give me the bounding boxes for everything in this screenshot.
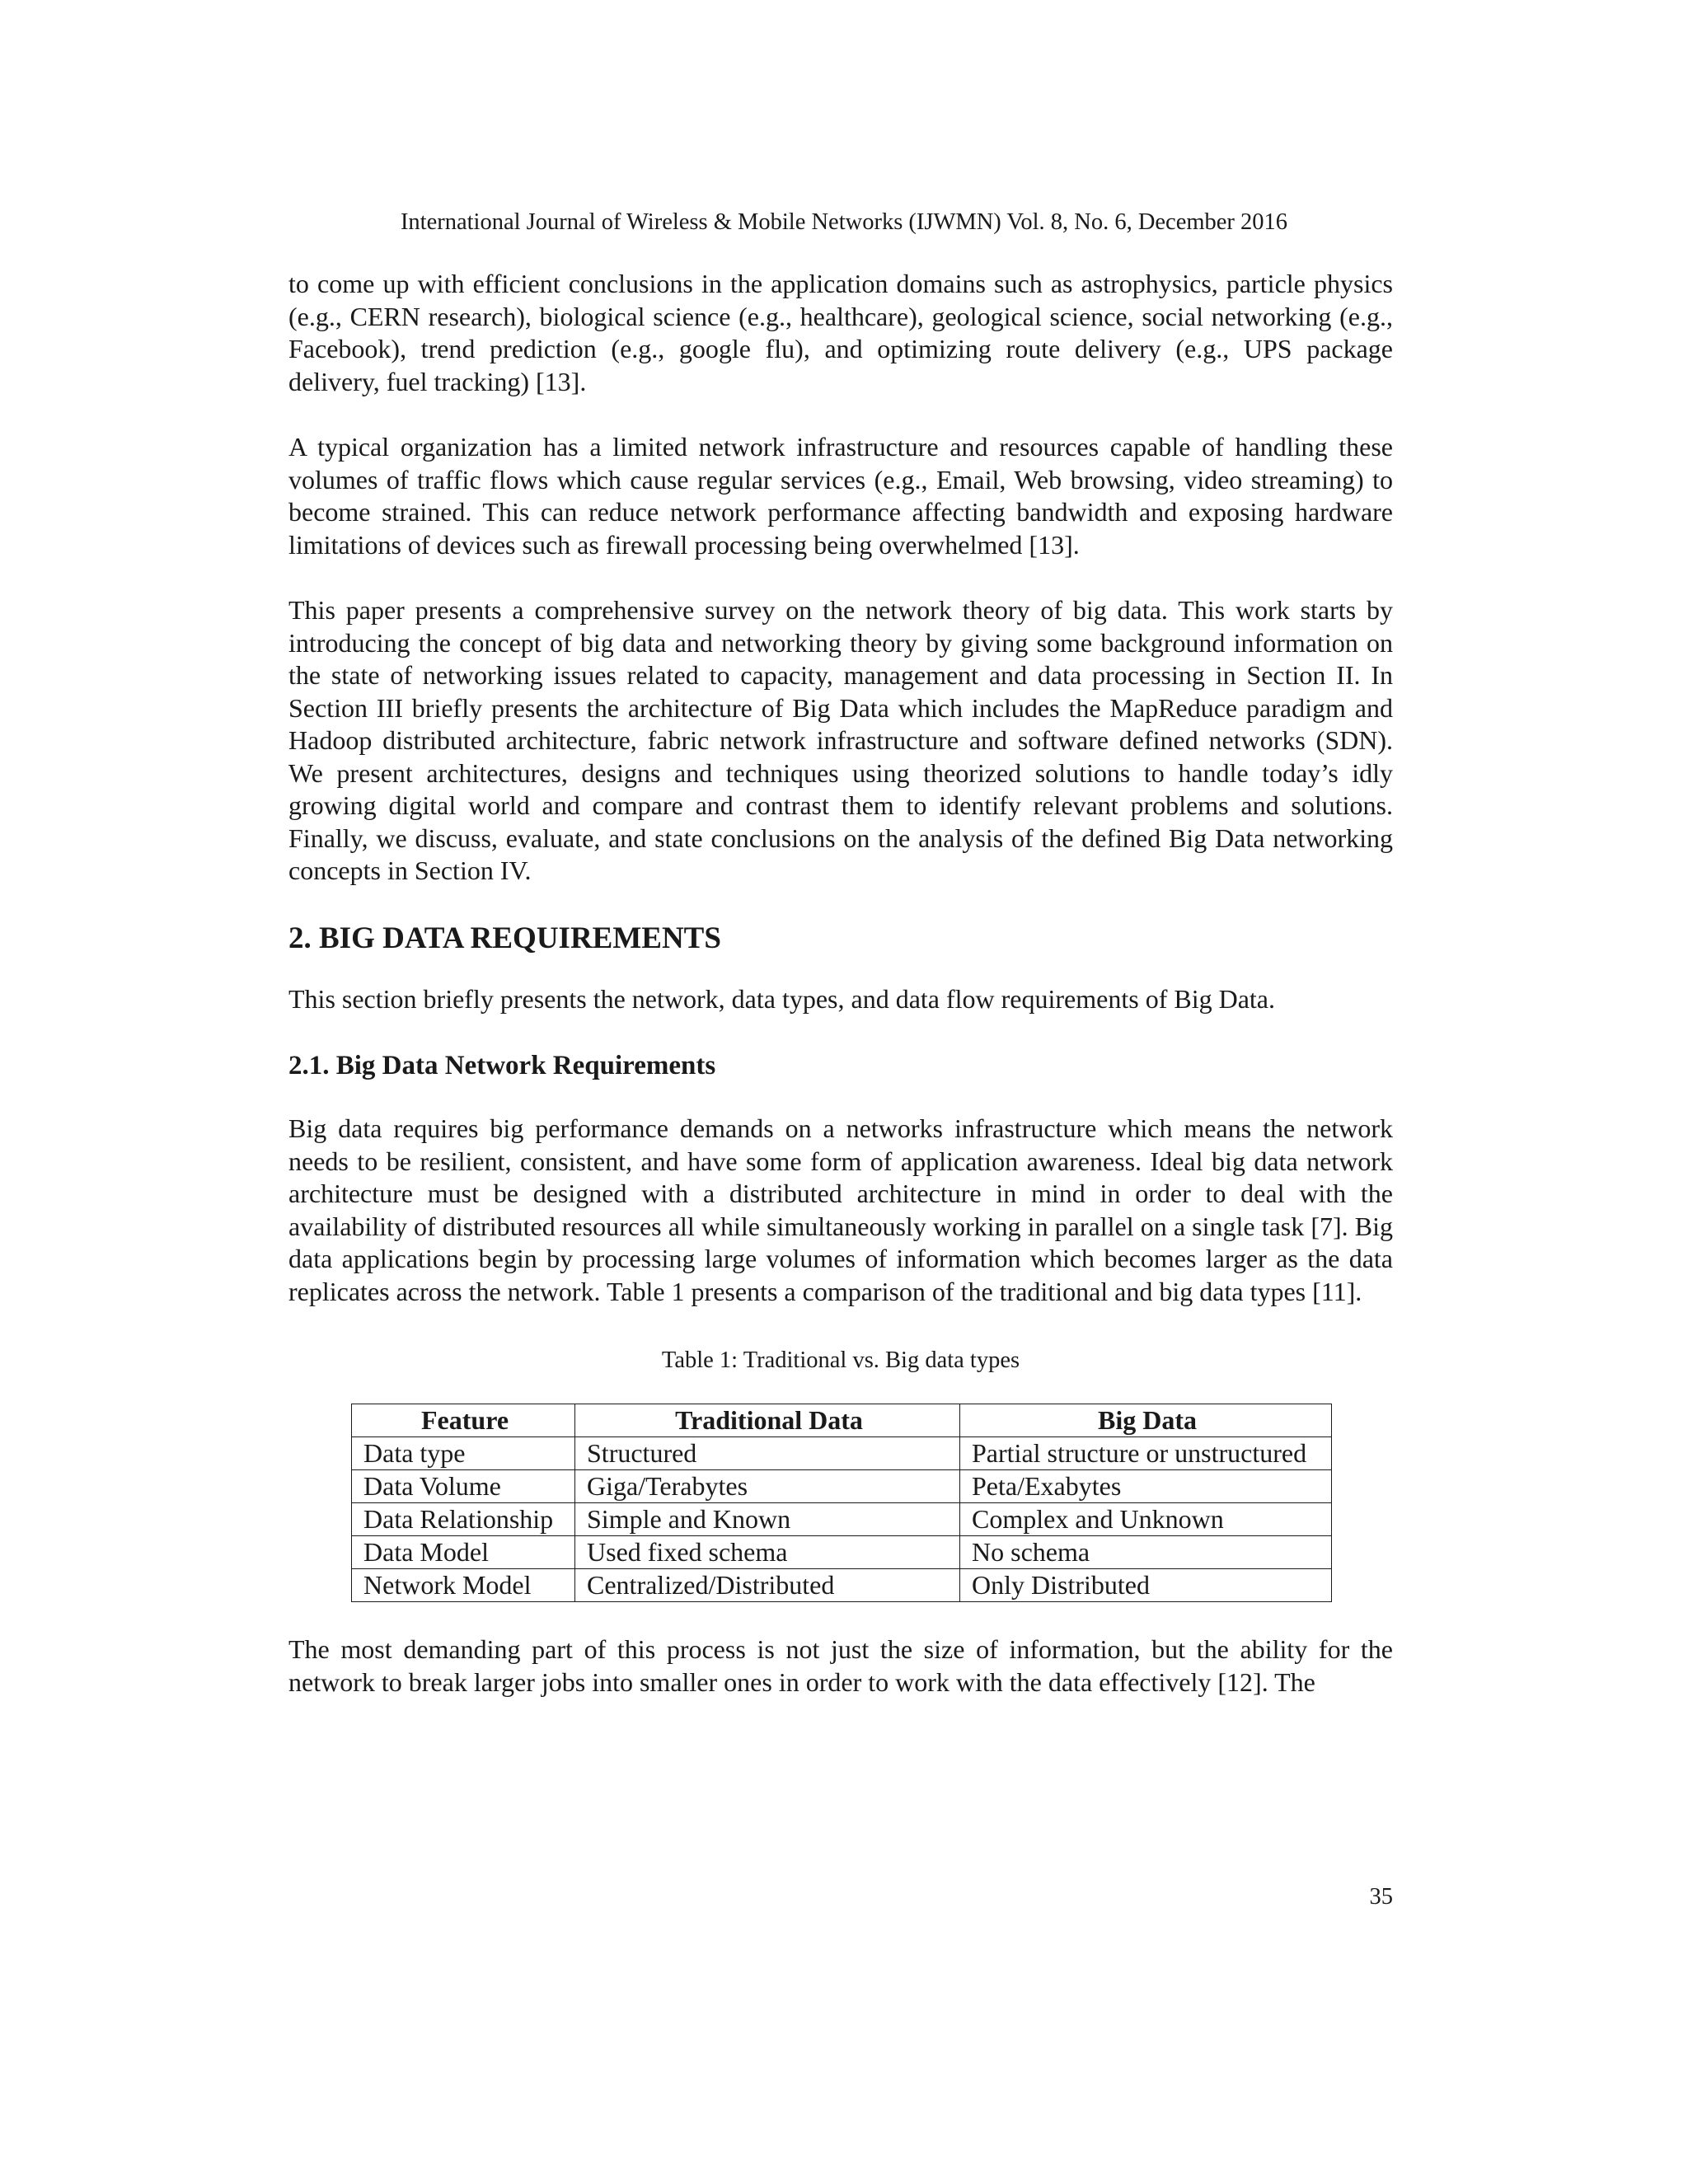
body-paragraph-1: to come up with efficient conclusions in the application domains such as astrophysics, particle physics (e.g., CERN research), biological science (e.g., healthcare), geological science, social networking (e.g., Facebook), trend prediction (e.g., google flu), and optimizing route delivery (e.g., UPS package delivery, fuel tracking) [13]. — [288, 269, 1393, 396]
page-body — [288, 268, 1393, 1732]
table-row — [352, 1503, 1332, 1536]
table-row — [352, 1437, 1332, 1470]
table-cell: Data Volume — [352, 1470, 575, 1503]
table-cell: No schema — [960, 1536, 1332, 1569]
table-header-cell: Traditional Data — [575, 1404, 960, 1437]
table-cell: Centralized/Distributed — [575, 1569, 960, 1602]
subsection-2-1-paragraph: Big data requires big performance demands on a networks infrastructure which means the network needs to be resilient, consistent, and have some form of application awareness. Ideal big data network architecture must be designed with a distributed architecture in mind in order to deal with the availability of distributed resources all while simultaneously working in parallel on a single task [7]. Big data applications begin by processing large volumes of information which becomes larger as the data replicates across the network. Table 1 presents a comparison of the traditional and big data types [11]. — [288, 1113, 1393, 1306]
table-row — [352, 1536, 1332, 1569]
table-cell: Used fixed schema — [575, 1536, 960, 1569]
section-heading-2: 2. BIG DATA REQUIREMENTS — [288, 921, 721, 955]
table-cell: Giga/Terabytes — [575, 1470, 960, 1503]
table-caption: Table 1: Traditional vs. Big data types — [661, 1347, 1020, 1373]
subsection-heading-2-1: 2.1. Big Data Network Requirements — [288, 1051, 716, 1080]
table-cell: Network Model — [352, 1569, 575, 1602]
running-header: International Journal of Wireless & Mobile Networks (IJWMN) Vol. 8, No. 6, December 2016 — [400, 209, 1288, 235]
closing-paragraph: The most demanding part of this process is not just the size of information, but the ability for the network to break larger jobs into smaller ones in order to work with the data effectively [12]. The — [288, 1634, 1393, 1697]
table-header-row — [352, 1404, 1332, 1437]
table-cell: Partial structure or unstructured — [960, 1437, 1332, 1470]
table-header-cell: Big Data — [960, 1404, 1332, 1437]
table-cell: Complex and Unknown — [960, 1503, 1332, 1536]
page-number: 35 — [1369, 1884, 1393, 1910]
table-header-cell: Feature — [352, 1404, 575, 1437]
table-cell: Only Distributed — [960, 1569, 1332, 1602]
section-2-intro: This section briefly presents the network, data types, and data flow requirements of Big Data. — [288, 983, 1275, 1014]
comparison-table — [351, 1404, 1332, 1602]
table-cell: Peta/Exabytes — [960, 1470, 1332, 1503]
table-row — [352, 1470, 1332, 1503]
table-cell: Structured — [575, 1437, 960, 1470]
body-paragraph-3: This paper presents a comprehensive survey on the network theory of big data. This work starts by introducing the concept of big data and networking theory by giving some background information on the state of networking issues related to capacity, management and data processing in Section II. In Section III briefly presents the architecture of Big Data which includes the MapReduce paradigm and Hadoop distributed architecture, fabric network infrastructure and software defined networks (SDN). We present architectures, designs and techniques using theorized solutions to handle today’s idly growing digital world and compare and contrast them to identify relevant problems and solutions. Finally, we discuss, evaluate, and state conclusions on the analysis of the defined Big Data networking concepts in Section IV. — [288, 595, 1393, 885]
body-paragraph-2: A typical organization has a limited network infrastructure and resources capable of handling these volumes of traffic flows which cause regular services (e.g., Email, Web browsing, video streaming) to become strained. This can reduce network performance affecting bandwidth and exposing hardware limitations of devices such as firewall processing being overwhelmed [13]. — [288, 432, 1393, 560]
table-cell: Data type — [352, 1437, 575, 1470]
table-row — [352, 1569, 1332, 1602]
table-cell: Data Relationship — [352, 1503, 575, 1536]
table-cell: Data Model — [352, 1536, 575, 1569]
table-cell: Simple and Known — [575, 1503, 960, 1536]
